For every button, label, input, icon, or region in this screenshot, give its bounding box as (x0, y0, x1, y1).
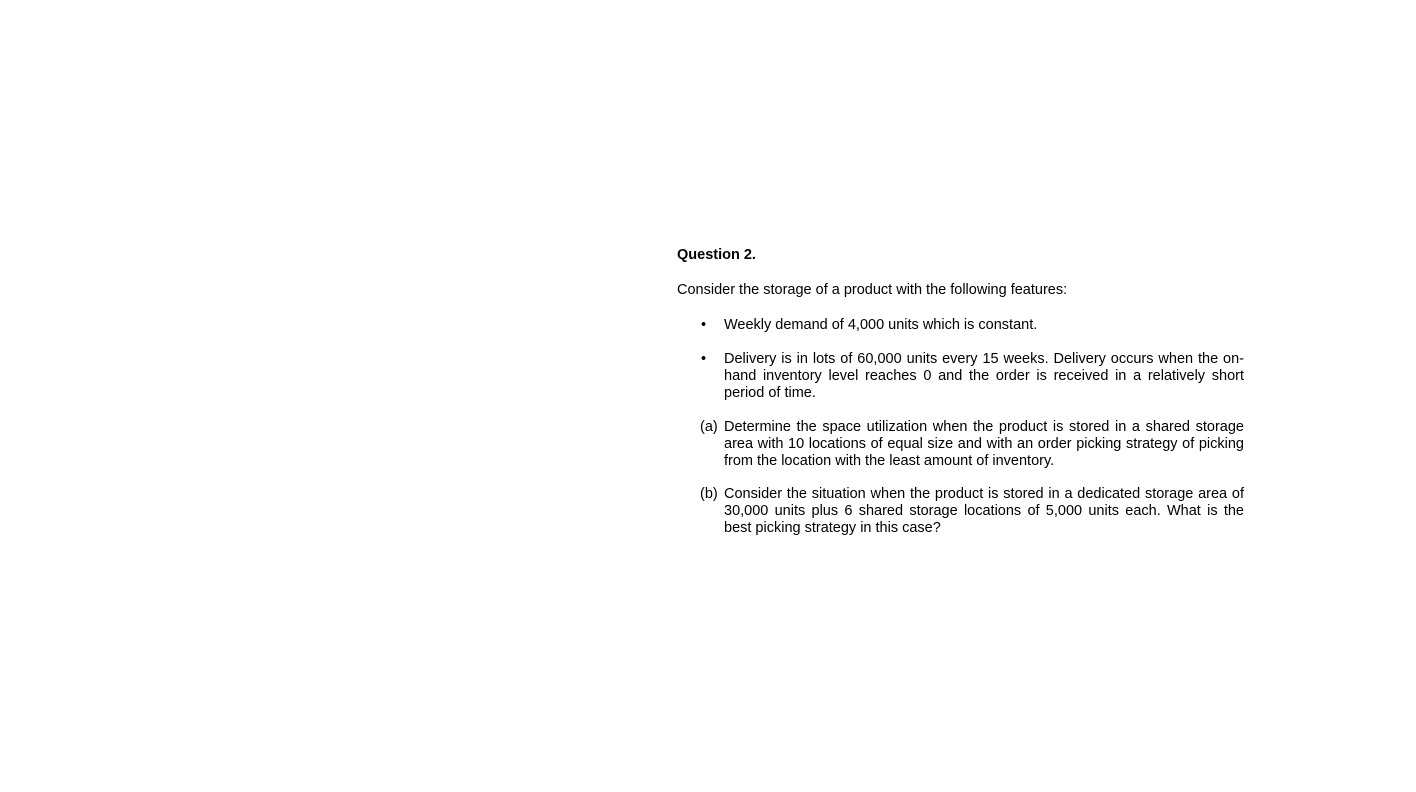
feature-text: Delivery is in lots of 60,000 units every 15 weeks. Delivery occurs when the on-hand inventory level reaches 0 and the order is received in a relatively short period of time. (724, 351, 1244, 401)
bullet-icon: • (701, 317, 707, 333)
part-text: Consider the situation when the product is stored in a dedicated storage area of 30,000 units plus 6 shared storage locations of 5,000 units each. What is the best picking strategy in this case? (724, 486, 1244, 536)
part-text: Determine the space utilization when the product is stored in a shared storage area with 10 locations of equal size and with an order picking strategy of picking from the location with the least amount of inventory. (724, 419, 1244, 469)
bullet-icon: • (701, 351, 707, 367)
feature-item (700, 317, 1244, 334)
part-marker: (a) (700, 419, 718, 435)
part-marker: (b) (700, 486, 718, 502)
question-intro: Consider the storage of a product with the following features: (677, 282, 1068, 298)
question-title: Question 2. (677, 247, 756, 263)
part-item (700, 486, 1244, 537)
part-item (700, 419, 1244, 470)
feature-text: Weekly demand of 4,000 units which is constant. (724, 317, 1038, 333)
feature-item (700, 351, 1244, 402)
